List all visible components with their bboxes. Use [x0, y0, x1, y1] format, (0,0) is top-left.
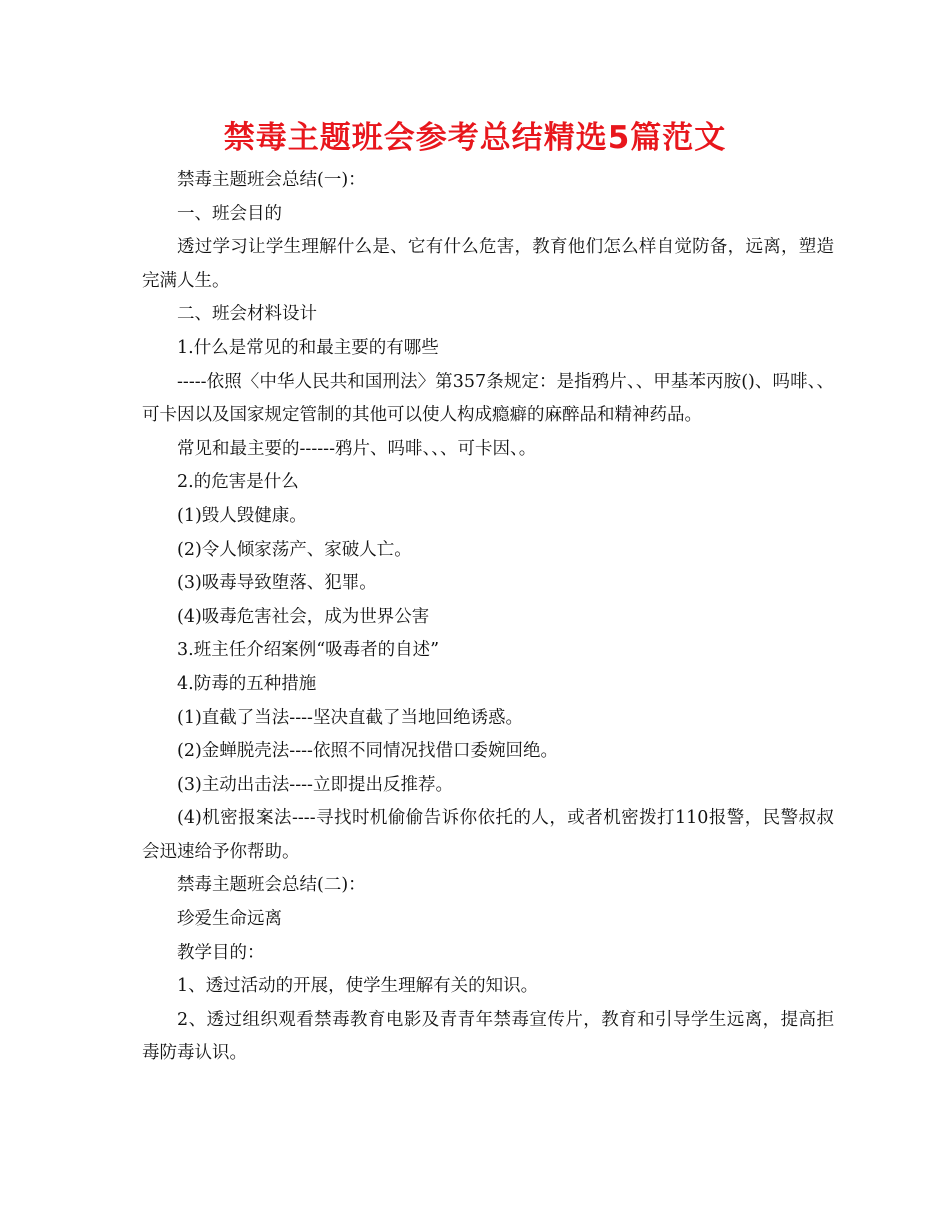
paragraph: 禁毒主题班会总结(二)：	[177, 875, 366, 896]
paragraph: (1)直截了当法----坚决直截了当地回绝诱惑。	[177, 707, 523, 728]
paragraph: (3)吸毒导致堕落、犯罪。	[177, 573, 377, 594]
paragraph: 透过学习让学生理解什么是、它有什么危害，教育他们怎么样自觉防备，远离，塑造完满人生。	[142, 237, 834, 291]
paragraph: 二、班会材料设计	[177, 304, 317, 325]
paragraph: 2、透过组织观看禁毒教育电影及青青年禁毒宣传片，教育和引导学生远离，提高拒毒防毒认识。	[142, 1009, 834, 1064]
paragraph: 1.什么是常见的和最主要的有哪些	[177, 337, 439, 358]
paragraph: (2)令人倾家荡产、家破人亡。	[177, 539, 412, 560]
paragraph: (4)吸毒危害社会，成为世界公害	[177, 606, 430, 627]
paragraph: 2.的危害是什么	[177, 472, 299, 493]
paragraph: 常见和最主要的------鸦片、吗啡、、、可卡因、。	[177, 438, 537, 459]
paragraph: (3)主动出击法----立即提出反推荐。	[177, 774, 453, 795]
paragraph: 3.班主任介绍案例“吸毒者的自述”	[177, 640, 440, 661]
paragraph: -----依照〈中华人民共和国刑法〉第357条规定：是指鸦片、、甲基苯丙胺()、吗啡、、可卡因以及国家规定管制的其他可以使人构成瘾癖的麻醉品和精神药品。	[142, 371, 834, 426]
paragraph: (2)金蝉脱壳法----依照不同情况找借口委婉回绝。	[177, 741, 558, 762]
paragraph: (1)毁人毁健康。	[177, 505, 307, 526]
paragraph: (4)机密报案法----寻找时机偷偷告诉你依托的人，或者机密拨打110报警，民警叔叔会迅速给予你帮助。	[142, 808, 834, 862]
document-title: 禁毒主题班会参考总结精选5篇范文	[223, 120, 727, 156]
paragraph: 一、班会目的	[177, 203, 282, 224]
paragraph: 教学目的：	[177, 942, 265, 963]
paragraph: 1、透过活动的开展，使学生理解有关的知识。	[177, 976, 539, 997]
paragraph: 4.防毒的五种措施	[177, 673, 317, 694]
paragraph: 禁毒主题班会总结(一)：	[177, 170, 366, 190]
paragraph: 珍爱生命远离	[177, 909, 282, 930]
document-body	[142, 164, 834, 1071]
